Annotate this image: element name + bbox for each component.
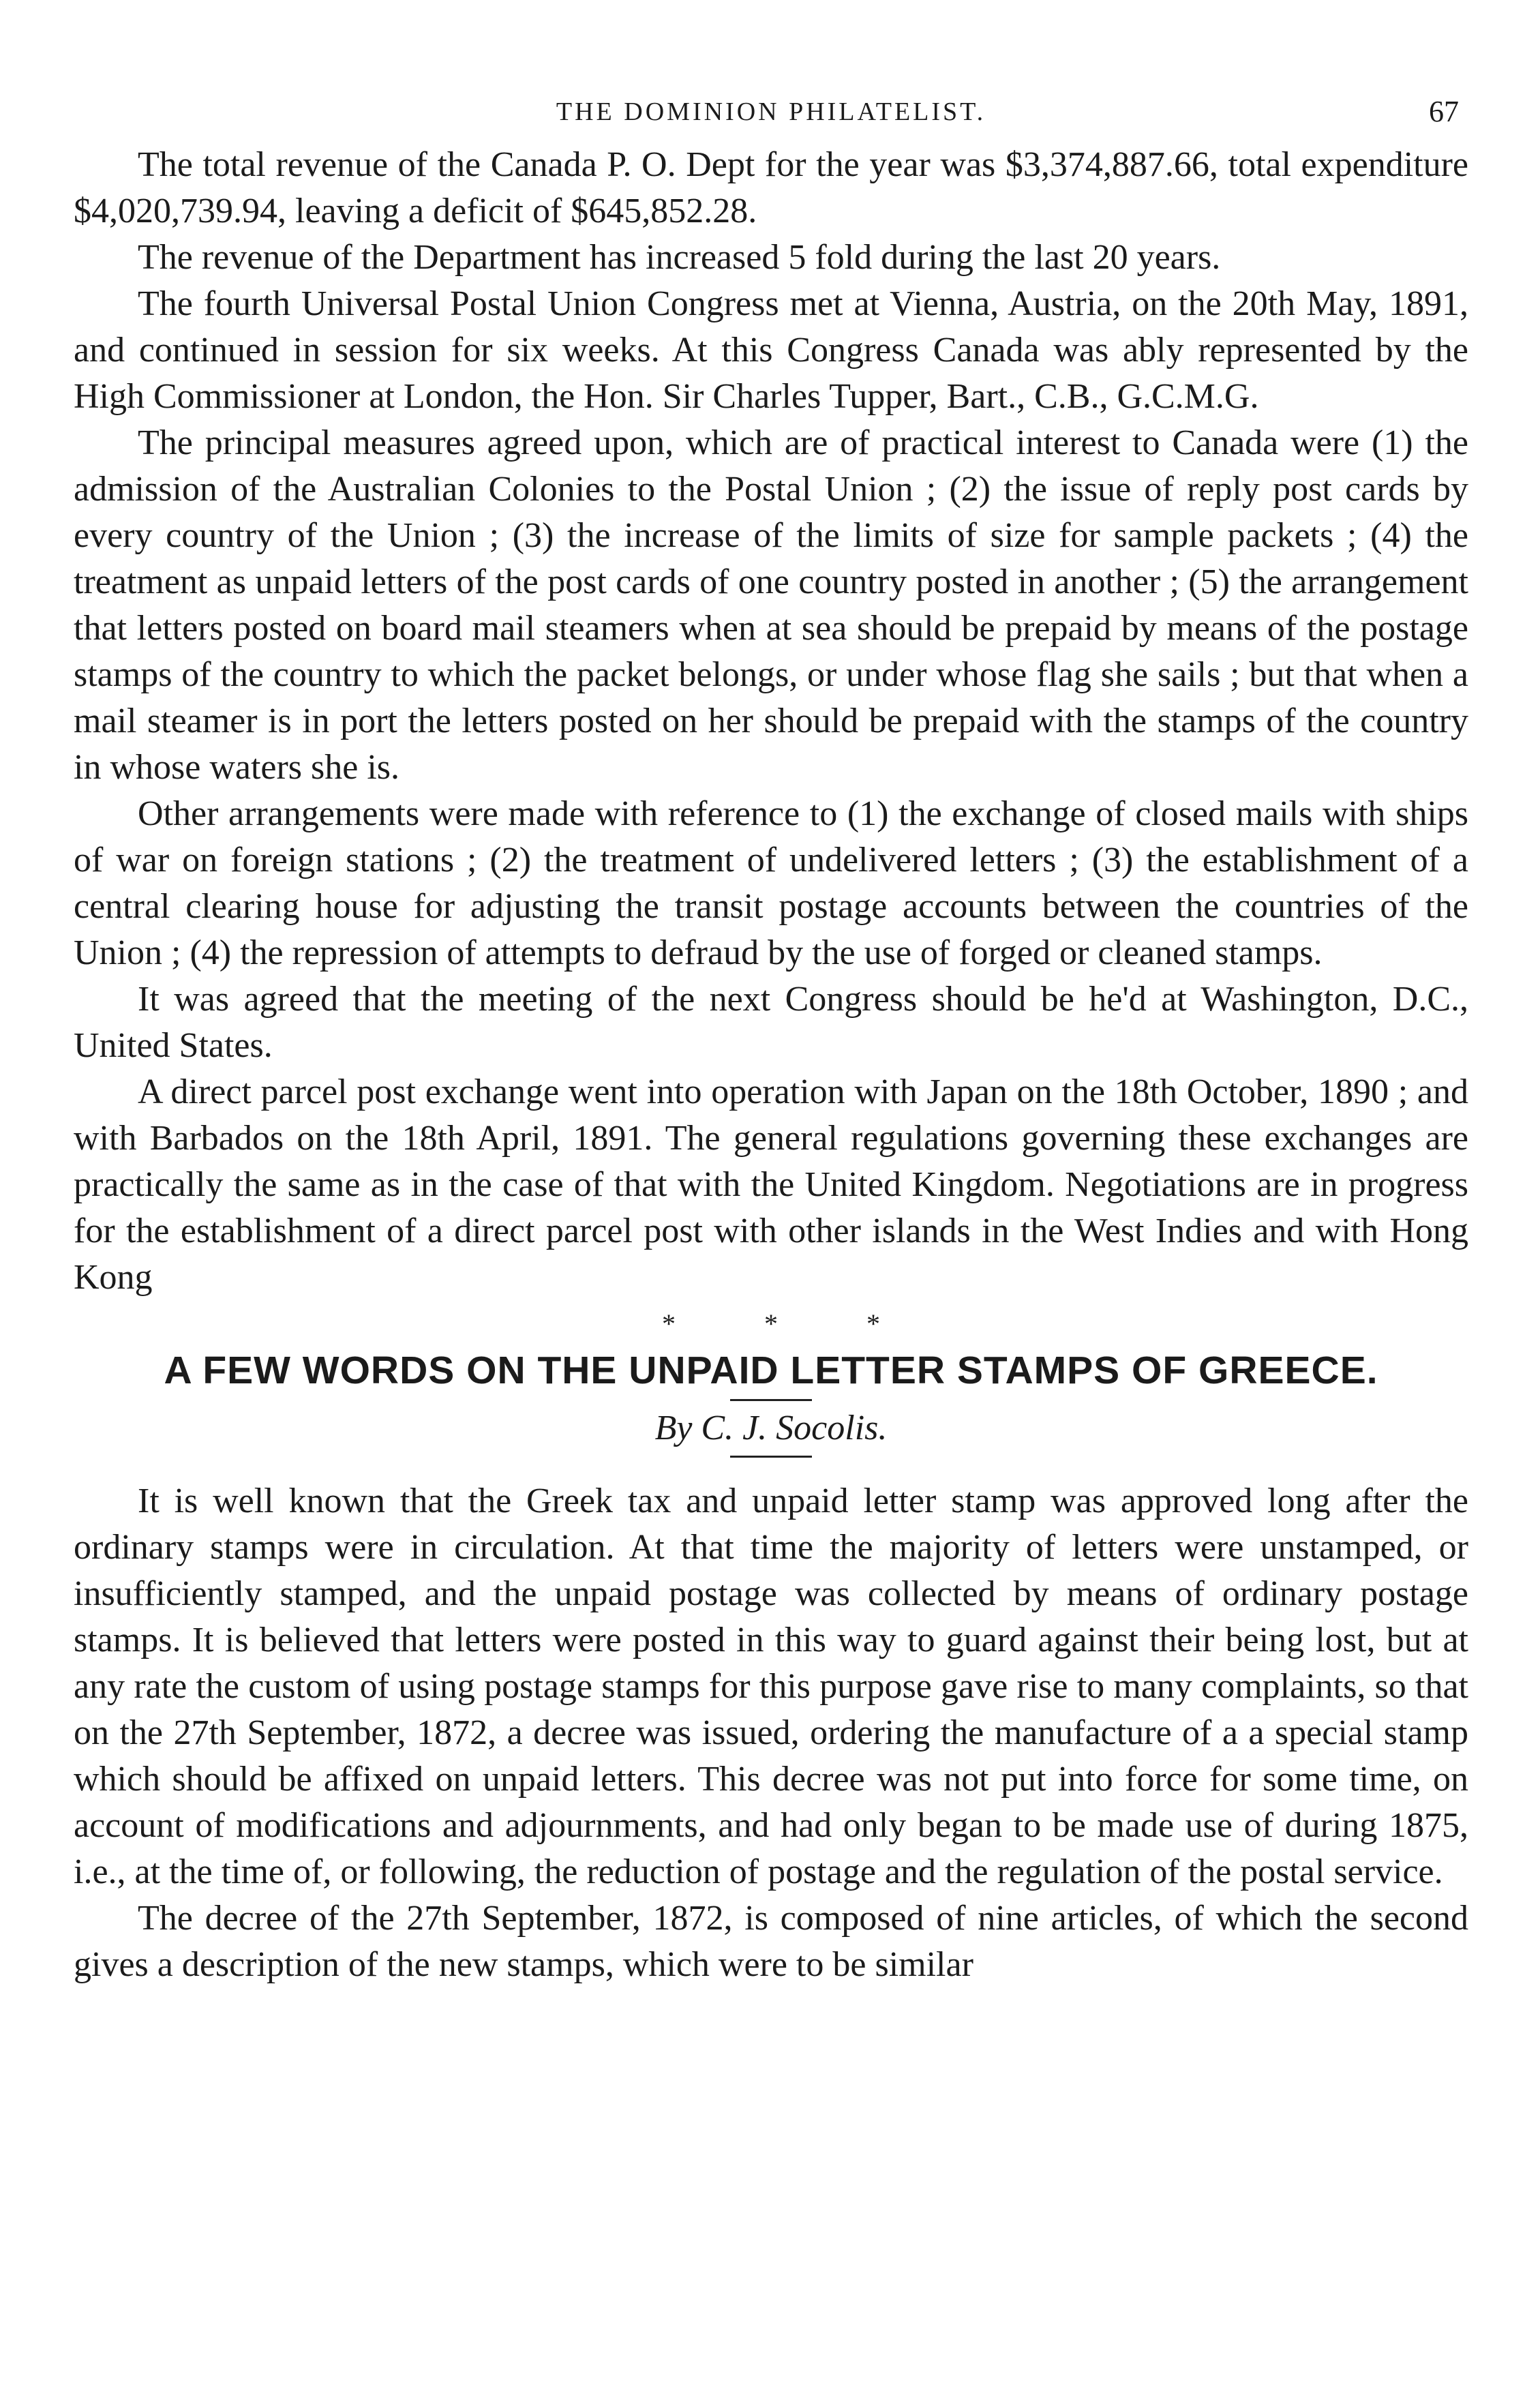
running-head: [74, 87, 1468, 142]
article-paragraph: The decree of the 27th September, 1872, is composed of nine articles, of which the second gives a description of the new stamps, which were to be similar: [74, 1899, 1468, 1984]
post-office-report: [74, 142, 1468, 1301]
paragraph-revenue-increase: The revenue of the Department has increased 5 fold during the last 20 years.: [138, 238, 1221, 277]
page: [74, 87, 1468, 1988]
article-byline: By C. J. Socolis.: [654, 1409, 888, 1447]
paragraph-principal-measures: The principal measures agreed upon, which are of practical interest to Canada were (1) the admission of the Australian Colonies to the Postal Union ; (2) the issue of reply post cards by every country of the Union ; (3) the increase of the limits of size for sample packets ; (4) the treatment as unpaid letters of the post cards of one country posted in another ; (5) the arrangement that letters posted on board mail steamers when at sea should be prepaid by means of the postage stamps of the country to which the packet belongs, or under whose flag she sails ; but that when a mail steamer is in port the letters posted on her should be prepaid with the stamps of the country in whose waters she is.: [74, 423, 1468, 787]
section-separator: * * *: [662, 1308, 921, 1339]
byline-rule: [730, 1456, 812, 1458]
running-title: THE DOMINION PHILATELIST.: [556, 97, 986, 126]
paragraph-parcel-post: A direct parcel post exchange went into operation with Japan on the 18th October, 1890 ; and with Barbados on the 18th April, 1891. The general regulations governing these exchanges are practically the same as in the case of that with the United Kingdom. Negotiations are in progress for the establishment of a direct parcel post with other islands in the West Indies and with Hong Kong: [74, 1072, 1468, 1297]
paragraph-revenue: The total revenue of the Canada P. O. Dept for the year was $3,374,887.66, total expenditure $4,020,739.94, leaving a deficit of $645,852.28.: [74, 145, 1468, 230]
paragraph-other-arrangements: Other arrangements were made with reference to (1) the exchange of closed mails with ships of war on foreign stations ; (2) the treatment of undelivered letters ; (3) the establishment of a central clearing house for adjusting the transit postage accounts between the countries of the Union ; (4) the repression of attempts to defraud by the use of forged or cleaned stamps.: [74, 794, 1468, 972]
paragraph-next-congress: It was agreed that the meeting of the next Congress should be he'd at Washington, D.C., United States.: [74, 980, 1468, 1065]
article-paragraph: It is well known that the Greek tax and unpaid letter stamp was approved long after the ordinary stamps were in circulation. At that time the majority of letters were unstamped, or insufficiently stamped, and the unpaid postage was collected by means of ordinary postage stamps. It is believed that letters were posted in this way to guard against their being lost, but at any rate the custom of using postage stamps for this purpose gave rise to many complaints, so that on the 27th September, 1872, a decree was issued, ordering the manufacture of a a special stamp which should be affixed on unpaid letters. This decree was not put into force for some time, on account of modifications and adjournments, and had only began to be made use of during 1875, i.e., at the time of, or following, the reduction of postage and the regulation of the postal service.: [74, 1482, 1468, 1891]
paragraph-vienna-congress: The fourth Universal Postal Union Congress met at Vienna, Austria, on the 20th May, 1891, and continued in session for six weeks. At this Congress Canada was ably represented by the High Commissioner at London, the Hon. Sir Charles Tupper, Bart., C.B., G.C.M.G.: [74, 284, 1468, 416]
article-title: A FEW WORDS ON THE UNPAID LETTER STAMPS OF GREECE.: [164, 1349, 1378, 1392]
article-body: [74, 1478, 1468, 1988]
page-number: 67: [1429, 95, 1459, 128]
